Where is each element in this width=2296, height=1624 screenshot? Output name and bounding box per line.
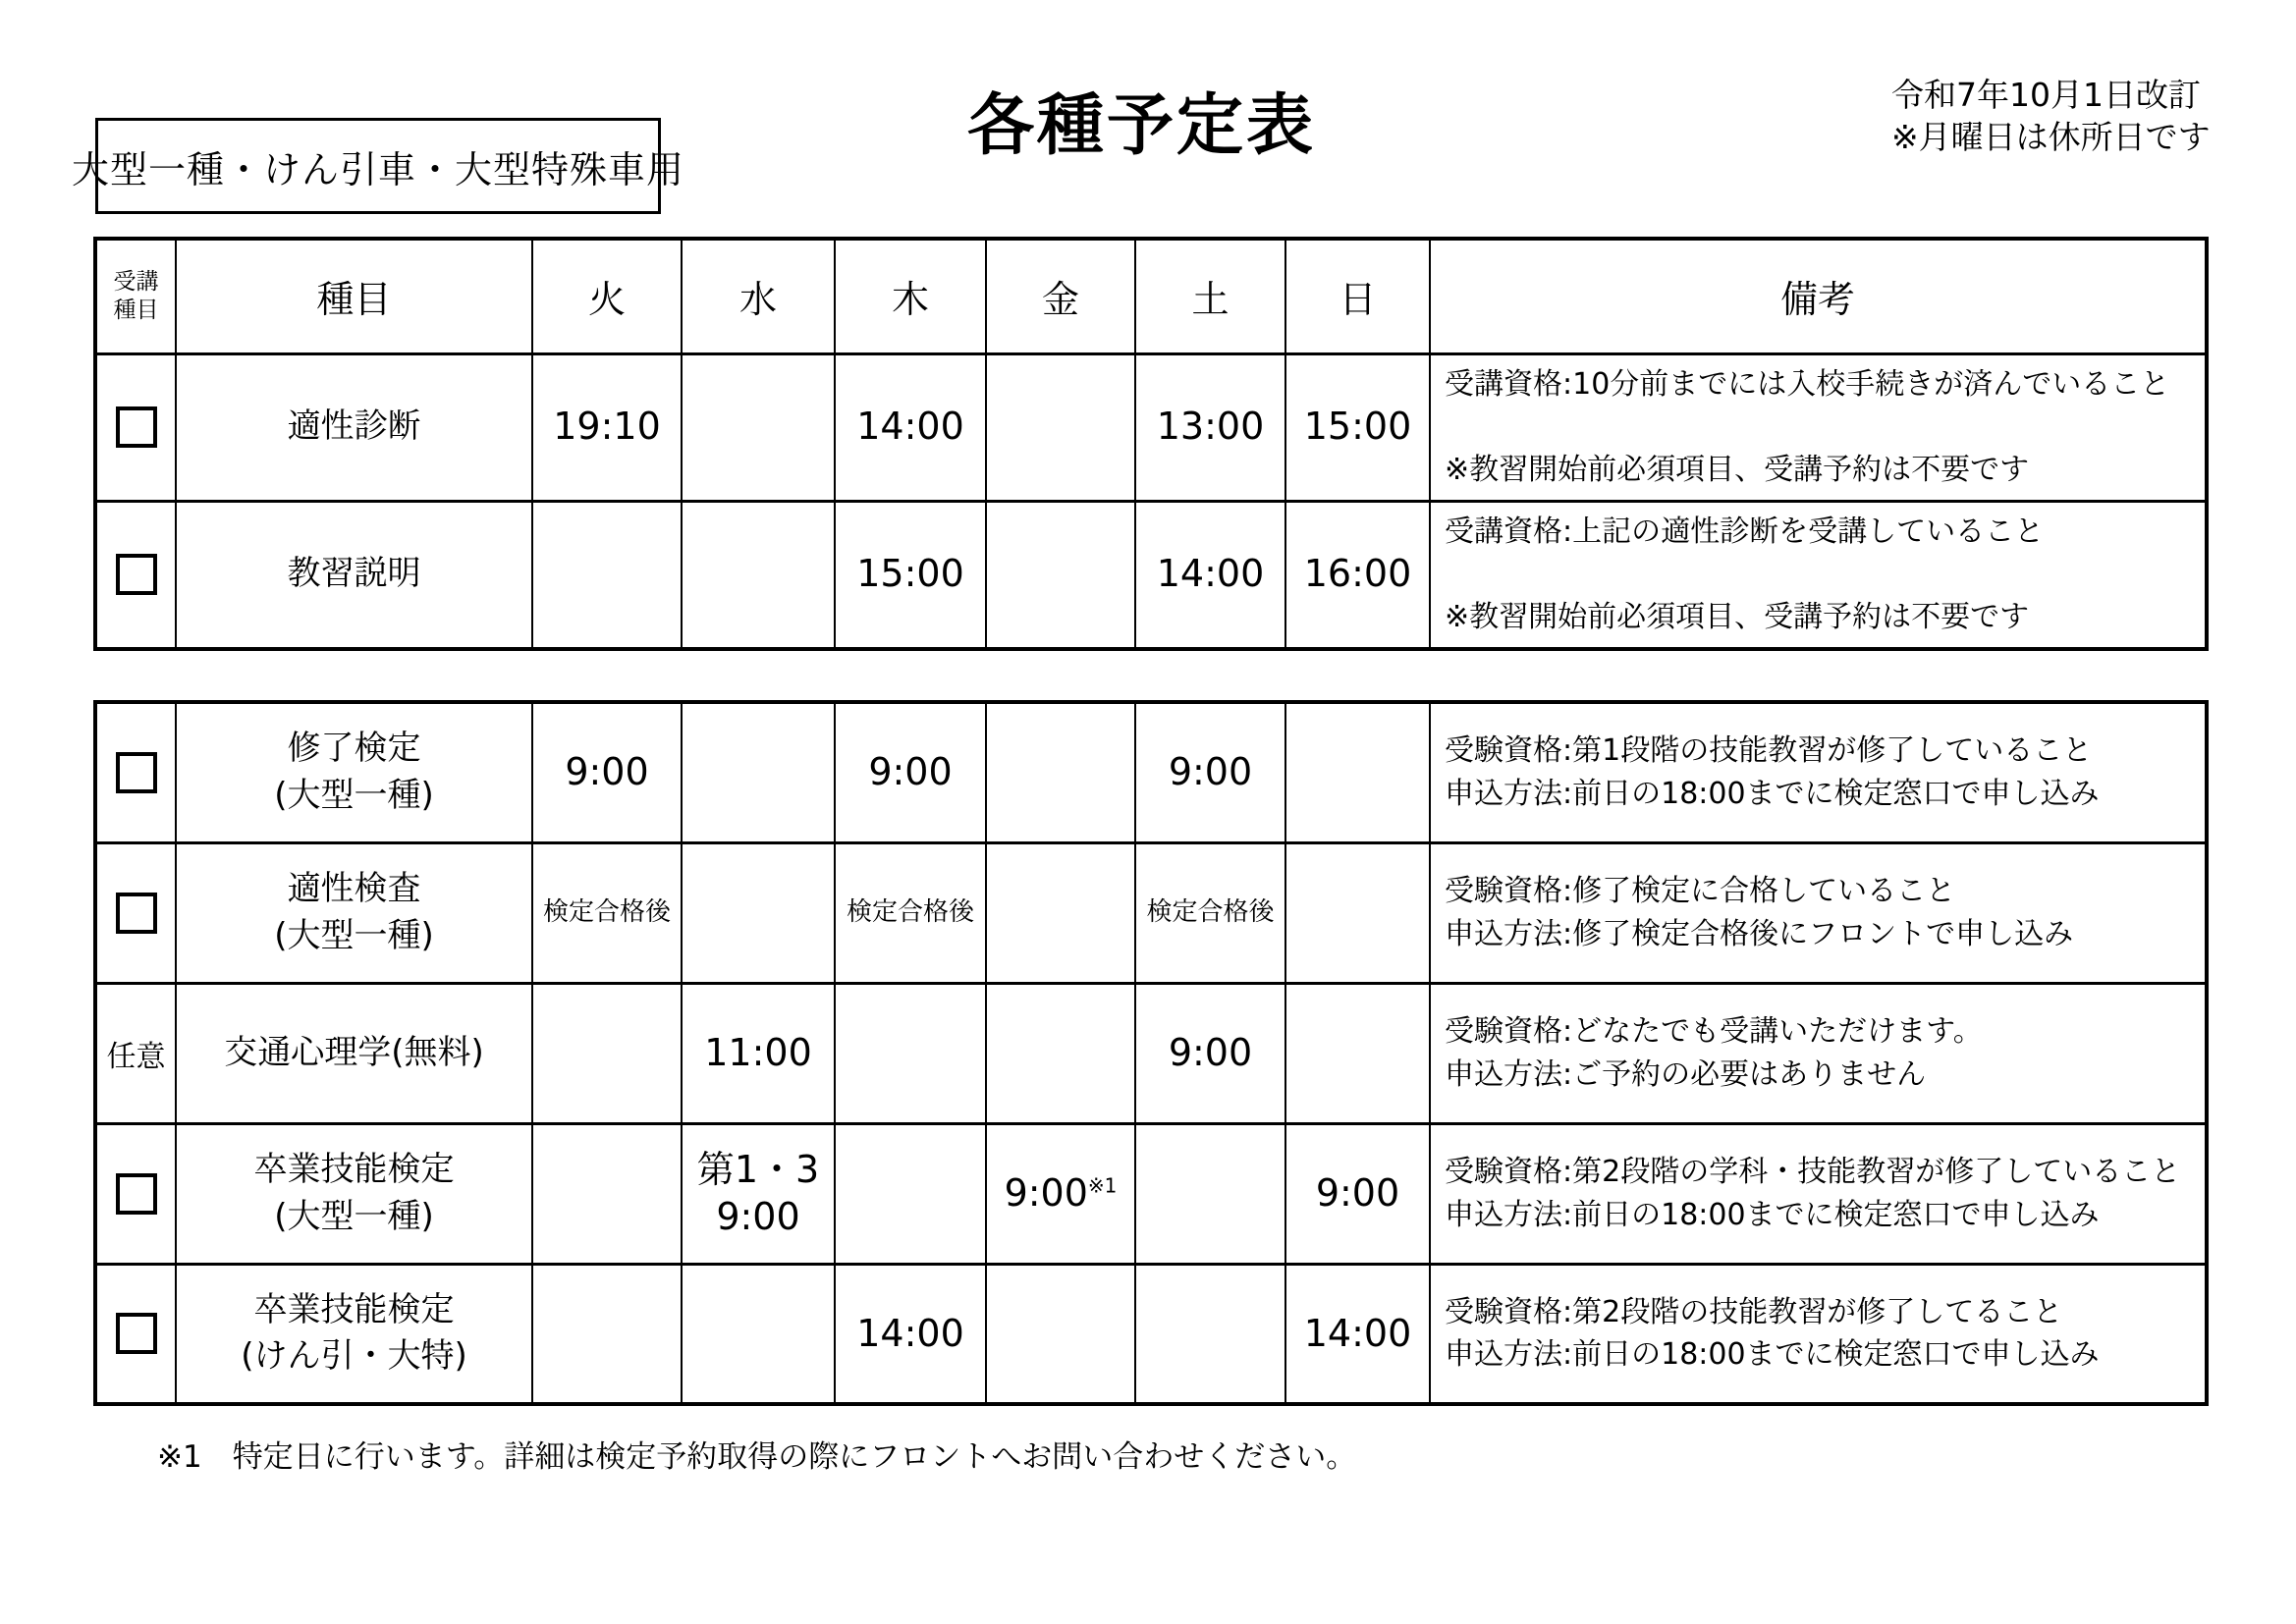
time-line1: 第1・3 (696, 1148, 820, 1191)
time-cell-sat: 13:00 (1135, 353, 1285, 501)
checkbox (116, 554, 157, 595)
time-cell-sat: 14:00 (1135, 501, 1285, 649)
subject-name: 卒業技能検定 (253, 1149, 455, 1189)
time-cell-wed (682, 1123, 835, 1264)
revision-note (1891, 75, 2211, 159)
remarks-cell (1430, 501, 2207, 649)
enrollment-mark-cell (95, 501, 176, 649)
time-cell-wed (682, 702, 835, 842)
vehicle-category-box (72, 118, 685, 214)
subject-subname: (大型一種) (274, 1196, 434, 1236)
row-completion-test (95, 702, 2207, 842)
time-cell-sun: 9:00 (1285, 1123, 1430, 1264)
enrollment-mark-cell (95, 1264, 176, 1404)
remarks-line: 申込方法:ご予約の必要はありません (1445, 1056, 1927, 1092)
time-cell-sun (1285, 983, 1430, 1123)
remarks-line: 申込方法:前日の18:00までに検定窓口で申し込み (1445, 776, 2100, 811)
remarks-line: 申込方法:修了検定合格後にフロントで申し込み (1445, 916, 2074, 951)
time-cell-tue (532, 501, 682, 649)
remarks-cell (1430, 1123, 2207, 1264)
revision-date: 令和7年10月1日改訂 (1891, 76, 2201, 114)
subject-cell (176, 1264, 532, 1404)
row-graduation-test-large (95, 1123, 2207, 1264)
orientation-schedule-table (93, 237, 2209, 651)
checkbox (116, 1313, 157, 1354)
col-header-sun: 日 (1285, 239, 1430, 353)
col-header-thu: 木 (835, 239, 986, 353)
vehicle-category-label: 大型一種・けん引車・大型特殊車用 (72, 147, 685, 191)
time-cell-fri (986, 983, 1135, 1123)
enrollment-mark-cell (95, 1123, 176, 1264)
time-cell-sun: 16:00 (1285, 501, 1430, 649)
time-cell-sat: 検定合格後 (1135, 842, 1285, 983)
time-cell-sat: 9:00 (1135, 702, 1285, 842)
col-header-wed: 水 (682, 239, 835, 353)
checkbox (116, 1173, 157, 1215)
time-cell-thu: 9:00 (835, 702, 986, 842)
row-training-briefing (95, 501, 2207, 649)
time-cell-fri (986, 1264, 1135, 1404)
remarks-line: 受験資格:第2段階の学科・技能教習が修了していること (1445, 1155, 2181, 1189)
col-header-enrollment-line2: 種目 (113, 297, 159, 323)
time-cell-sun (1285, 702, 1430, 842)
col-header-tue: 火 (532, 239, 682, 353)
subject-cell (176, 983, 532, 1123)
remarks-line: ※教習開始前必須項目、受講予約は不要です (1445, 600, 2030, 634)
row-traffic-psychology (95, 983, 2207, 1123)
col-header-subject: 種目 (176, 239, 532, 353)
col-header-fri: 金 (986, 239, 1135, 353)
col-header-sat: 土 (1135, 239, 1285, 353)
subject-cell (176, 842, 532, 983)
time-cell-tue (532, 1123, 682, 1264)
remarks-line: 受験資格:修了検定に合格していること (1445, 874, 1956, 908)
time-cell-fri (986, 1123, 1135, 1264)
time-value: 9:00 (1004, 1170, 1088, 1215)
enrollment-mark-cell (95, 983, 176, 1123)
time-cell-tue (532, 1264, 682, 1404)
time-cell-thu: 15:00 (835, 501, 986, 649)
time-cell-sat (1135, 1123, 1285, 1264)
subject-cell (176, 702, 532, 842)
remarks-line: 受講資格:上記の適性診断を受講していること (1445, 514, 2045, 549)
time-line2: 9:00 (716, 1194, 800, 1238)
time-cell-tue (532, 983, 682, 1123)
time-cell-fri (986, 702, 1135, 842)
subject-subname: (大型一種) (274, 915, 434, 955)
checkbox (116, 406, 157, 448)
remarks-line: 受験資格:第1段階の技能教習が修了していること (1445, 733, 2093, 769)
footnote-marker: ※1 (1087, 1173, 1118, 1198)
time-cell-thu (835, 1123, 986, 1264)
time-cell-sun: 15:00 (1285, 353, 1430, 501)
time-cell-thu: 14:00 (835, 353, 986, 501)
closed-day-note: ※月曜日は休所日です (1891, 117, 2211, 156)
examination-schedule-table (93, 700, 2209, 1406)
time-cell-wed: 11:00 (682, 983, 835, 1123)
checkbox (116, 893, 157, 934)
time-cell-fri (986, 501, 1135, 649)
time-cell-sun (1285, 842, 1430, 983)
time-cell-thu: 検定合格後 (835, 842, 986, 983)
remarks-cell (1430, 983, 2207, 1123)
subject-cell: 教習説明 (176, 501, 532, 649)
time-cell-sat (1135, 1264, 1285, 1404)
time-cell-sat: 9:00 (1135, 983, 1285, 1123)
time-cell-fri (986, 353, 1135, 501)
optional-label: 任意 (106, 1039, 166, 1074)
page-title: 各種予定表 (967, 87, 1317, 165)
time-cell-tue: 19:10 (532, 353, 682, 501)
col-header-enrollment-line1: 受講 (113, 269, 159, 295)
remarks-cell (1430, 353, 2207, 501)
subject-name: 修了検定 (287, 729, 421, 769)
time-cell-wed (682, 501, 835, 649)
remarks-line: ※教習開始前必須項目、受講予約は不要です (1445, 453, 2030, 487)
footnote: ※1 特定日に行います。詳細は検定予約取得の際にフロントへお問い合わせください。 (157, 1439, 1357, 1475)
subject-name: 適性検査 (287, 868, 421, 908)
remarks-cell (1430, 842, 2207, 983)
remarks-line: 申込方法:前日の18:00までに検定窓口で申し込み (1445, 1337, 2100, 1373)
enrollment-mark-cell (95, 702, 176, 842)
row-graduation-test-towing (95, 1264, 2207, 1404)
remarks-line: 受講資格:10分前までには入校手続きが済んでいること (1445, 366, 2170, 402)
enrollment-mark-cell (95, 353, 176, 501)
time-cell-tue: 検定合格後 (532, 842, 682, 983)
col-header-enrollment (95, 239, 176, 353)
checkbox (116, 752, 157, 793)
time-cell-sun: 14:00 (1285, 1264, 1430, 1404)
remarks-line: 受験資格:どなたでも受講いただけます。 (1445, 1014, 1983, 1049)
remarks-cell (1430, 702, 2207, 842)
subject-subname: (けん引・大特) (241, 1336, 467, 1377)
time-cell-thu (835, 983, 986, 1123)
subject-cell: 適性診断 (176, 353, 532, 501)
table-header-row (95, 239, 2207, 353)
subject-name: 卒業技能検定 (253, 1289, 455, 1329)
row-aptitude-inspection (95, 842, 2207, 983)
subject-subname: (大型一種) (274, 775, 434, 815)
remarks-line: 受験資格:第2段階の技能教習が修了してること (1445, 1294, 2063, 1329)
enrollment-mark-cell (95, 842, 176, 983)
subject-cell (176, 1123, 532, 1264)
time-cell-wed (682, 353, 835, 501)
col-header-remarks: 備考 (1430, 239, 2207, 353)
row-aptitude-diagnosis (95, 353, 2207, 501)
time-cell-tue: 9:00 (532, 702, 682, 842)
time-cell-wed (682, 1264, 835, 1404)
remarks-cell (1430, 1264, 2207, 1404)
time-cell-fri (986, 842, 1135, 983)
remarks-line: 申込方法:前日の18:00までに検定窓口で申し込み (1445, 1197, 2100, 1232)
time-cell-thu: 14:00 (835, 1264, 986, 1404)
subject-name: 交通心理学(無料) (224, 1032, 484, 1072)
time-cell-wed (682, 842, 835, 983)
